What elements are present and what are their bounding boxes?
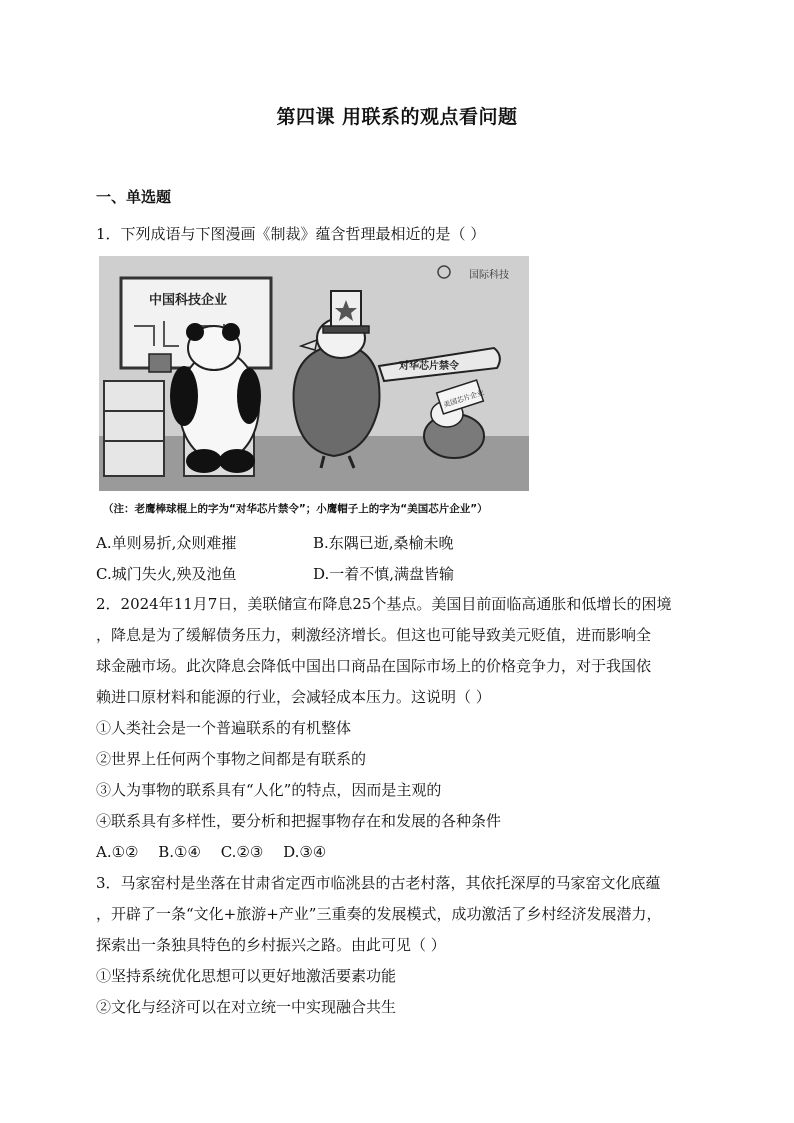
page-title: 第四课 用联系的观点看问题 bbox=[276, 106, 518, 128]
hat-label: 美国芯片企业 bbox=[442, 388, 485, 410]
q3-line-2: ，开辟了一条“文化+旅游+产业”三重奏的发展模式，成功激活了乡村经济发展潜力， bbox=[96, 905, 662, 923]
q1-option-d[interactable]: D.一着不慎,满盘皆输 bbox=[313, 565, 455, 583]
q2-line-4: 赖进口原材料和能源的行业，会减轻成本压力。这说明（ ） bbox=[96, 688, 491, 706]
section-heading: 一、单选题 bbox=[96, 188, 172, 206]
sanctions-cartoon bbox=[99, 256, 529, 491]
q2-item-2: ②世界上任何两个事物之间都是有联系的 bbox=[96, 750, 367, 768]
q3-item-2: ②文化与经济可以在对立统一中实现融合共生 bbox=[96, 998, 397, 1016]
q2-item-3: ③人为事物的联系具有“人化”的特点，因而是主观的 bbox=[96, 781, 442, 799]
q2-item-4: ④联系具有多样性，要分析和把握事物存在和发展的各种条件 bbox=[96, 812, 502, 830]
q2-item-1: ①人类社会是一个普遍联系的有机整体 bbox=[96, 719, 352, 737]
cartoon-note: （注：老鹰棒球棍上的字为“对华芯片禁令”；小鹰帽子上的字为“美国芯片企业”） bbox=[103, 503, 488, 515]
q1-stem: 1．下列成语与下图漫画《制裁》蕴含哲理最相近的是（ ） bbox=[96, 225, 486, 243]
q1-option-b[interactable]: B.东隅已逝,桑榆未晚 bbox=[313, 534, 454, 552]
cartoon-logo: 国际科技 bbox=[469, 270, 509, 281]
q2-line-2: ，降息是为了缓解债务压力，刺激经济增长。但这也可能导致美元贬值，进而影响全 bbox=[96, 626, 652, 644]
q2-line-1: 2．2024年11月7日，美联储宣布降息25个基点。美国目前面临高通胀和低增长的困境 bbox=[96, 595, 672, 613]
board-label: 中国科技企业 bbox=[149, 293, 228, 308]
bat-label: 对华芯片禁令 bbox=[399, 361, 459, 372]
q1-option-c[interactable]: C.城门失火,殃及池鱼 bbox=[96, 565, 237, 583]
q3-line-1: 3．马家窑村是坐落在甘肃省定西市临洮县的古老村落，其依托深厚的马家窑文化底蕴 bbox=[96, 874, 661, 892]
q3-line-3: 探索出一条独具特色的乡村振兴之路。由此可见（ ） bbox=[96, 936, 446, 954]
q3-item-1: ①坚持系统优化思想可以更好地激活要素功能 bbox=[96, 967, 397, 985]
q1-option-a[interactable]: A.单则易折,众则难摧 bbox=[96, 534, 237, 552]
q2-options[interactable]: A.①② B.①④ C.②③ D.③④ bbox=[96, 843, 327, 861]
q2-line-3: 球金融市场。此次降息会降低中国出口商品在国际市场上的价格竞争力，对于我国依 bbox=[96, 657, 652, 675]
